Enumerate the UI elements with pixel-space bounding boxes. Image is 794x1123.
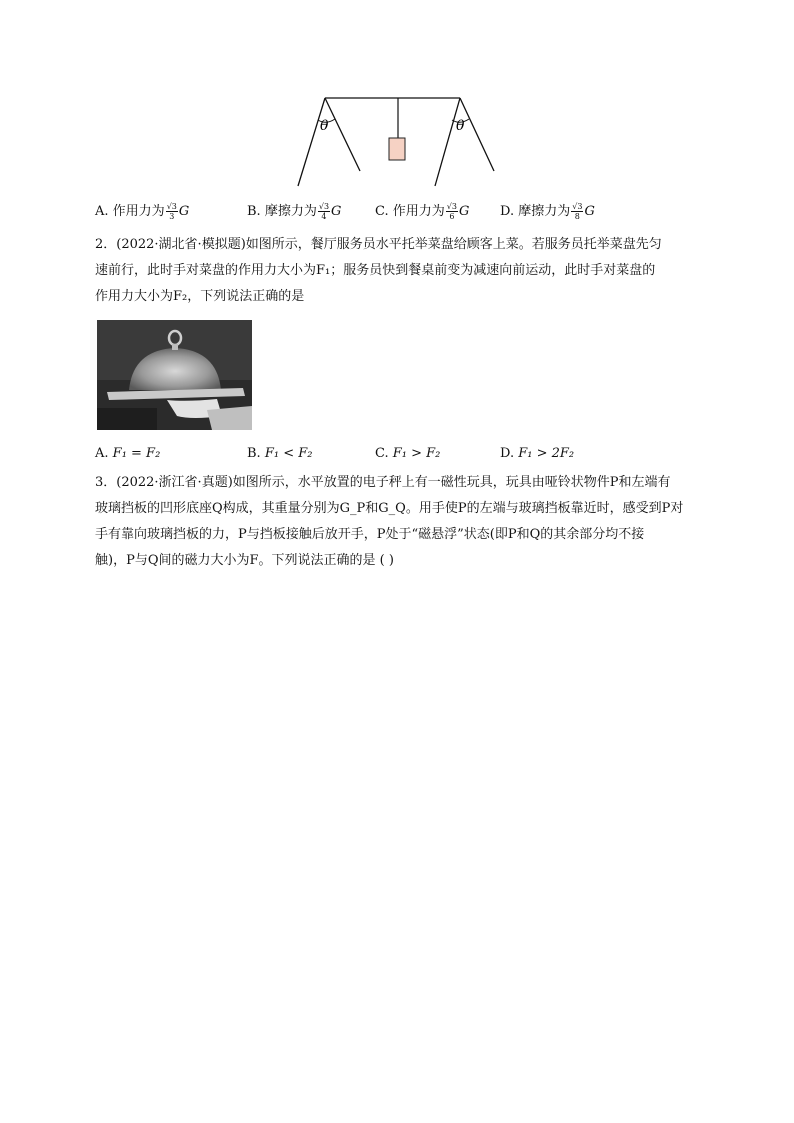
option-text: 作用力为 [392,204,445,219]
question-3-line-4: 触)，P与Q间的磁力大小为F。下列说法正确的是 ( ) [95,553,394,568]
right-outer-leg [460,98,494,171]
question-3-text [95,470,705,574]
fraction-numerator: √3 [318,202,330,211]
q2-option-b[interactable] [247,446,312,461]
right-angle-label: θ [456,118,465,134]
photo-lower-shade [97,408,157,430]
hanging-weight [389,138,405,160]
q1-option-a[interactable] [95,200,189,221]
question-3-line-1: 3．(2022·浙江省·真题)如图所示，水平放置的电子秤上有一磁性玩具，玩具由哑铃状物件P和左端有 [95,475,671,490]
fraction-numerator: √3 [572,202,583,211]
option-prefix: B. [247,446,261,461]
option-expression: F₁ > F₂ [392,446,441,461]
option-variable: G [331,204,342,219]
option-expression: F₁ > 2F₂ [518,446,575,461]
option-prefix: B. [247,204,261,219]
fraction-denominator: 3 [169,212,175,221]
option-text: 作用力为 [112,204,165,219]
fraction [446,202,458,221]
option-expression: F₁ < F₂ [264,446,313,461]
waiter-sleeve [207,406,252,430]
question-2-line-2: 速前行，此时手对菜盘的作用力大小为F₁；服务员快到餐桌前变为减速向前运动，此时手对菜盘的 [95,263,656,278]
fraction-denominator: 8 [574,212,580,221]
fraction [166,202,178,221]
question-3-line-2: 玻璃挡板的凹形底座Q构成，其重量分别为G_P和G_Q。用手使P的左端与玻璃挡板靠近时，感受到P对 [95,501,684,516]
left-outer-leg [298,98,325,186]
option-prefix: A. [95,204,109,219]
q2-option-d[interactable] [500,446,574,461]
q1-option-c[interactable] [375,200,469,221]
dome-knob [172,344,178,350]
question-2-line-3: 作用力大小为F₂，下列说法正确的是 [95,289,305,304]
option-expression: F₁ = F₂ [112,446,161,461]
hanging-frame-diagram [280,92,510,192]
option-prefix: A. [95,446,109,461]
option-variable: G [458,204,470,219]
question-2-line-1: 2．(2022·湖北省·模拟题)如图所示，餐厅服务员水平托举菜盘给顾客上菜。若服务员托举菜盘先匀 [95,237,662,252]
left-inner-leg [325,98,360,171]
question-3-line-3: 手有靠向玻璃挡板的力，P与挡板接触后放开手，P处于“磁悬浮”状态(即P和Q的其余部分均不接 [95,527,645,542]
right-inner-leg [435,98,460,186]
waiter-tray-photo [97,320,252,430]
option-variable: G [584,204,595,219]
q1-option-b[interactable] [247,200,341,221]
fraction [318,202,330,221]
left-angle-label: θ [320,118,329,134]
fraction-numerator: √3 [166,202,177,211]
fraction-denominator: 4 [321,212,327,221]
option-text: 摩擦力为 [264,204,317,219]
q2-option-c[interactable] [375,446,440,461]
option-prefix: C. [375,204,389,219]
fraction-denominator: 6 [449,212,455,221]
option-prefix: C. [375,446,389,461]
option-prefix: D. [500,446,515,461]
q2-option-a[interactable] [95,446,160,461]
fraction-numerator: √3 [446,202,457,211]
option-variable: G [178,204,190,219]
option-text: 摩擦力为 [518,204,571,219]
q1-option-d[interactable] [500,200,595,221]
question-2-text [95,232,705,310]
option-prefix: D. [500,204,515,219]
fraction [571,202,583,221]
